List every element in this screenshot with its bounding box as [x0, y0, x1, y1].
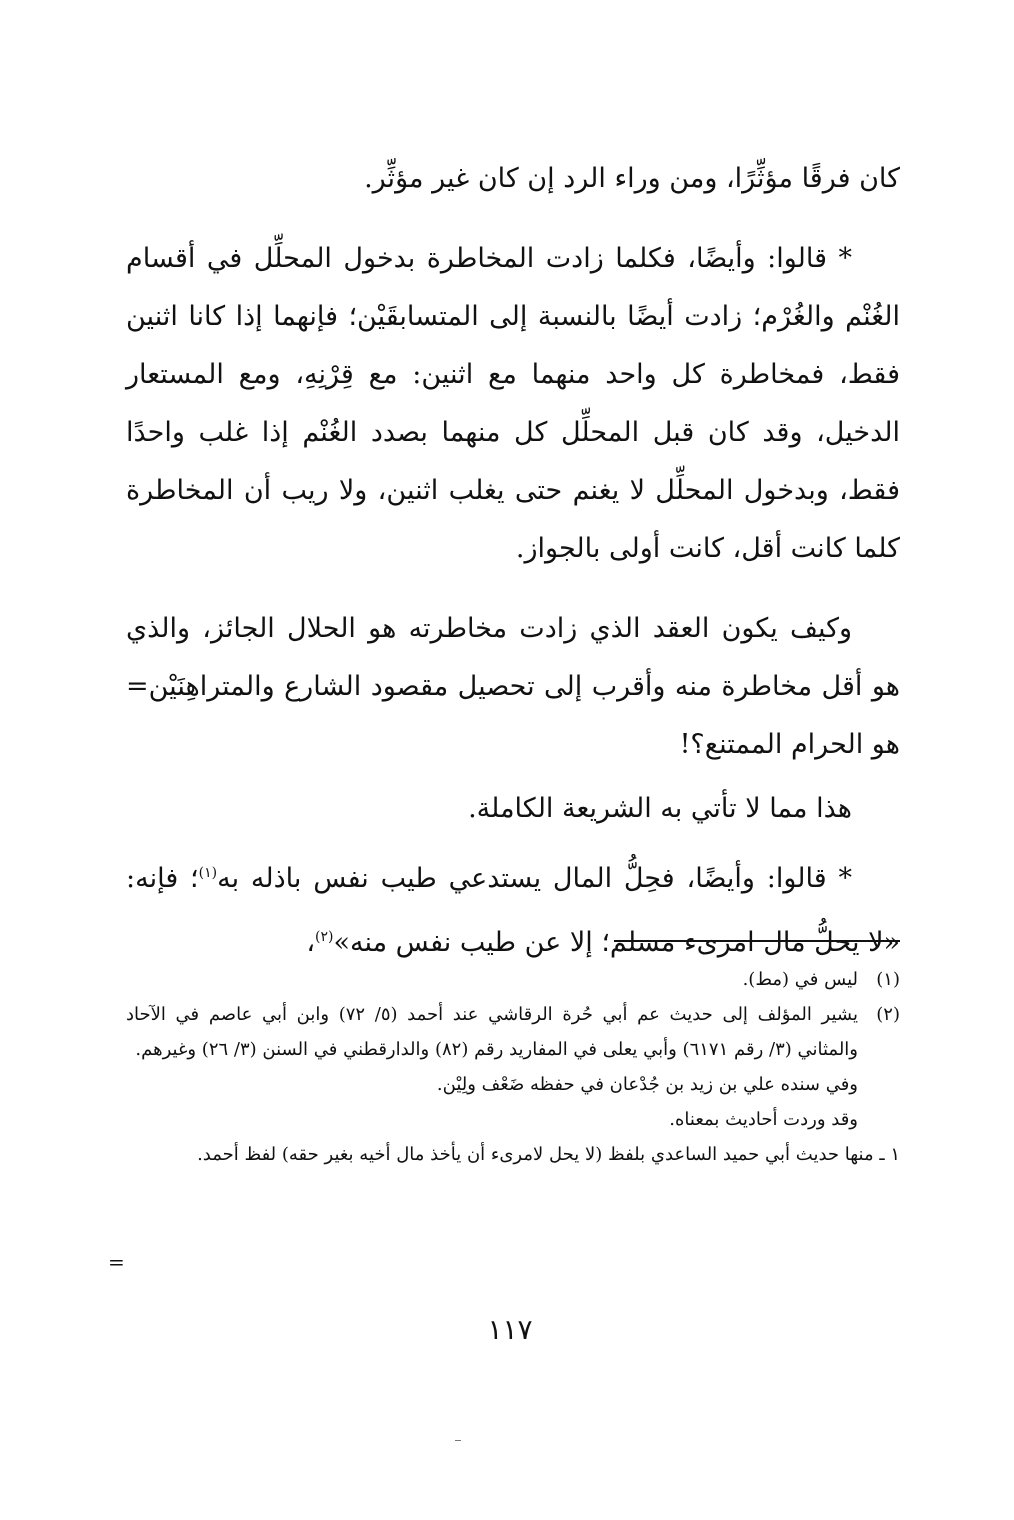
paragraph-5-text-a: * قالوا: وأيضًا، فحِلُّ المال يستدعي طيب نفس باذله به — [217, 863, 852, 894]
footnote-2-line-2: وفي سنده علي بن زيد بن جُدْعان في حفظه ضَعْف ولِيْن. — [436, 1074, 858, 1095]
footnotes — [126, 962, 900, 1172]
footnote-ref-2: (٢) — [315, 929, 334, 945]
footnote-2-text: يشير المؤلف إلى حديث عم أبي حُرة الرقاشي عند أحمد (٥/ ٧٢) وابن أبي عاصم في الآحاد والمثاني (٣/ رقم ٦١٧١) وأبي يعلى في المفاريد رقم (٨٢) والدارقطني في السنن (٣/ ٢٦) وغيرهم. — [126, 1004, 858, 1060]
paragraph-2: * قالوا: وأيضًا، فكلما زادت المخاطرة بدخول المحلِّل في أقسام الغُنْم والغُرْم؛ زادت أيضًا بالنسبة إلى المتسابقَيْن؛ فإنهما إذا كانا اثنين فقط، فمخاطرة كل واحد منهما مع اثنين: مع قِرْنِهِ، ومع المستعار الدخيل، وقد كان قبل المحلِّل كل منهما بصدد الغُنْم إذا غلب واحدًا فقط، وبدخول المحلِّل لا يغنم حتى يغلب اثنين، ولا ريب أن المخاطرة كلما كانت أقل، كانت أولى بالجواز. — [126, 243, 900, 564]
footnote-2 — [126, 997, 900, 1067]
footnote-1 — [126, 962, 900, 997]
footnote-ref-1: (١) — [198, 865, 218, 881]
footnote-separator — [614, 940, 900, 942]
footnote-1-text: ليس في (مط). — [742, 969, 858, 990]
scan-speck — [455, 1440, 461, 1441]
paragraph-4: هذا مما لا تأتي به الشريعة الكاملة. — [468, 793, 852, 824]
footnote-1-number: (١) — [876, 969, 900, 990]
footnote-2-line-4: ١ ـ منها حديث أبي حميد الساعدي بلفظ (لا يحل لامرىء أن يأخذ مال أخيه بغير حقه) لفظ أحمد. — [197, 1144, 900, 1165]
paragraph-1: كان فرقًا مؤثِّرًا، ومن وراء الرد إن كان غير مؤثِّر. — [364, 163, 900, 194]
paragraph-5-text-c: ، — [306, 927, 316, 958]
page-number: ١١٧ — [487, 1313, 533, 1346]
paragraph-5 — [126, 844, 900, 972]
paragraph-5-text-b: ؛ فإنه: «لا يحلُّ مال امرىء مسلم؛ إلا عن طيب نفس منه» — [126, 863, 900, 958]
continuation-mark: = — [108, 1250, 125, 1274]
footnote-2-line-3: وقد وردت أحاديث بمعناه. — [669, 1109, 858, 1130]
footnote-2-number: (٢) — [876, 1004, 900, 1025]
paragraph-3: وكيف يكون العقد الذي زادت مخاطرته هو الحلال الجائز، والذي هو أقل مخاطرة منه وأقرب إلى تحصيل مقصود الشارع والمتراهِنَيْن= هو الحرام الممتنع؟! — [126, 613, 900, 760]
main-text — [126, 150, 900, 972]
